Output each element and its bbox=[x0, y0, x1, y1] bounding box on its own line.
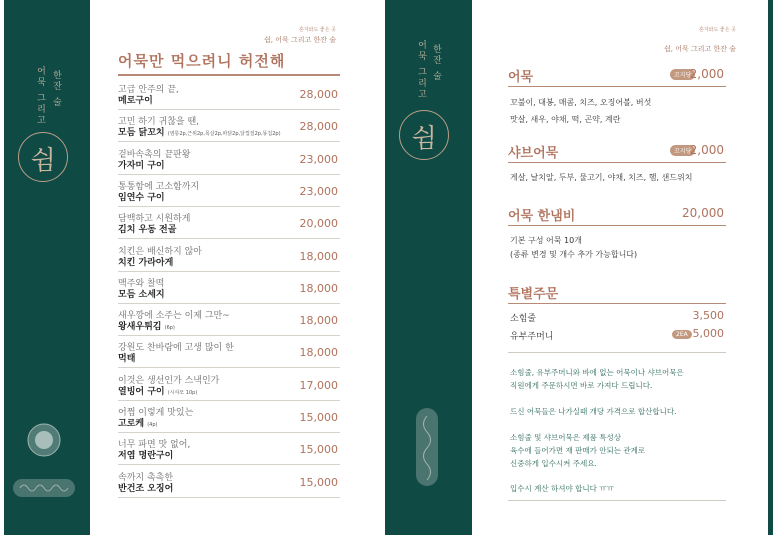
menu-item-name-text: 메로구이 bbox=[118, 96, 153, 106]
special-item-name: 소힘줄 bbox=[510, 314, 537, 324]
header-subtitle-right: 쉼, 어묵 그리고 한잔 술 bbox=[664, 45, 736, 53]
menu-item-desc: 너무 파면 맛 없어, bbox=[118, 440, 191, 451]
note-line: 드신 어묵들은 나가실때 개당 가격으로 합산합니다. bbox=[510, 407, 677, 416]
menu-item-name-text: 모듬 소세지 bbox=[118, 289, 165, 300]
menu-item-price: 18,000 bbox=[299, 281, 338, 295]
menu-item-note: (6p) bbox=[164, 325, 175, 332]
menu-item-price: 15,000 bbox=[299, 411, 338, 424]
deco-pill-icon bbox=[414, 406, 440, 488]
menu-item bbox=[118, 336, 340, 368]
menu-item-price: 23,000 bbox=[299, 184, 338, 198]
menu-item bbox=[118, 433, 340, 465]
menu-item-name-text: 고로케 bbox=[118, 419, 145, 429]
section-special-title: 특별주문 bbox=[508, 287, 559, 302]
brand-vertical-left: 어묵 그리고 bbox=[35, 66, 45, 126]
note-line: 신중하게 입수시켜 주세요. bbox=[510, 459, 597, 468]
menu-item-name bbox=[118, 287, 165, 300]
menu-item-desc: 새우깡에 소주는 이제 그만~ bbox=[118, 311, 230, 322]
deco-circle-icon bbox=[24, 420, 64, 462]
menu-item-desc: 겉바속촉의 끝판왕 bbox=[118, 149, 191, 160]
section-eomuk-rule bbox=[508, 86, 726, 87]
menu-item-name bbox=[118, 448, 173, 461]
menu-item-name bbox=[118, 93, 153, 106]
menu-item-name bbox=[118, 351, 135, 364]
section-pot-rule bbox=[508, 225, 726, 226]
brand-vertical-right: 한잔 술 bbox=[51, 70, 61, 108]
section-shabu-title: 샤브어묵 bbox=[508, 146, 559, 161]
title-rule bbox=[118, 74, 340, 76]
section-eomuk-title: 어묵 bbox=[508, 70, 534, 85]
menu-item-desc: 치킨은 배신하지 않아 bbox=[118, 246, 202, 257]
menu-item-name-text: 모듬 닭꼬치 bbox=[118, 128, 165, 139]
note-line: 육수에 들어가면 재 판매가 안되는 관계로 bbox=[510, 446, 646, 455]
section-shabu-rule bbox=[508, 162, 726, 163]
note-line: 소힘줄 및 샤브어묵은 제품 특성상 bbox=[510, 433, 621, 442]
menu-item-name bbox=[118, 319, 175, 332]
menu-item bbox=[118, 110, 340, 142]
menu-item-name bbox=[118, 158, 165, 171]
section-eomuk-line1: 꼬불이, 대봉, 매콤, 치즈, 오징어볼, 버섯 bbox=[510, 98, 652, 107]
menu-item-name-text: 치킨 가라아게 bbox=[118, 257, 174, 268]
menu-item-desc: 담백하고 시원하게 bbox=[118, 214, 191, 225]
header-subtitle: 쉼, 어묵 그리고 한잔 술 bbox=[264, 36, 336, 44]
section-pot-line2: (종류 변경 및 개수 추가 가능합니다) bbox=[510, 250, 638, 259]
menu-item-name bbox=[118, 416, 158, 429]
menu-item bbox=[118, 369, 340, 401]
menu-item-price: 28,000 bbox=[299, 120, 338, 134]
menu-item-name bbox=[118, 222, 176, 235]
menu-item-name bbox=[118, 255, 173, 268]
note-line: 직원에게 주문하시면 바로 가져다 드립니다. bbox=[510, 381, 653, 390]
logo-glyph: 쉼 bbox=[30, 146, 56, 176]
section-pot-price: 20,000 bbox=[682, 206, 724, 220]
page-title: 어묵만 먹으려니 허전해 bbox=[118, 52, 286, 70]
menu-item-name bbox=[118, 384, 197, 397]
section-eomuk-badge: 꼬지당 bbox=[670, 69, 695, 80]
section-shabu-price: 2,000 bbox=[689, 143, 724, 157]
menu-item-price: 15,000 bbox=[299, 475, 338, 489]
right-edge-band bbox=[768, 0, 773, 535]
menu-item-desc: 강원도 찬바람에 고생 많이 한 bbox=[118, 343, 234, 354]
menu-item-price: 23,000 bbox=[299, 152, 338, 166]
logo-glyph-right: 쉼 bbox=[411, 124, 437, 154]
menu-item-name bbox=[118, 190, 165, 203]
section-eomuk-price: 2,000 bbox=[689, 67, 724, 81]
menu-item-price: 15,000 bbox=[299, 443, 338, 457]
header-tagline: 혼자와도 좋은 곳 bbox=[299, 27, 336, 33]
brand-vertical-left-right: 어묵 그리고 bbox=[416, 40, 426, 100]
menu-item-desc: 이것은 생선인가 스낵인가 bbox=[118, 375, 220, 386]
menu-item bbox=[118, 240, 340, 272]
menu-item-name-text: 먹태 bbox=[118, 354, 136, 365]
notes-divider bbox=[508, 500, 726, 501]
menu-item-name-text: 저염 명란구이 bbox=[118, 451, 174, 462]
menu-item-price: 18,000 bbox=[299, 346, 338, 360]
menu-item bbox=[118, 143, 340, 175]
menu-item-note: (시샤모 10p) bbox=[167, 389, 198, 396]
right-page bbox=[472, 0, 768, 535]
menu-item-name-text: 열빙어 구이 bbox=[118, 386, 165, 397]
menu-item bbox=[118, 78, 340, 110]
section-shabu-badge: 꼬지당 bbox=[670, 145, 695, 156]
note-line: 소힘줄, 유부주머니와 바에 없는 어묵이나 샤브어묵은 bbox=[510, 368, 684, 377]
menu-item bbox=[118, 466, 340, 498]
menu-item-price: 20,000 bbox=[299, 217, 338, 231]
menu-item-note: (4p) bbox=[147, 422, 158, 428]
menu-item-name bbox=[118, 481, 173, 494]
section-eomuk-line2: 맛살, 새우, 야채, 떡, 곤약, 계란 bbox=[510, 115, 621, 124]
menu-item bbox=[118, 175, 340, 207]
special-item-price: 3,500 bbox=[692, 309, 724, 322]
note-line: 입수시 계산 하셔야 합니다 ㅠㅠ bbox=[510, 484, 614, 493]
section-pot-line1: 기본 구성 어묵 10개 bbox=[510, 236, 582, 245]
brand-vertical-right-right: 한잔 술 bbox=[431, 44, 441, 82]
menu-item-price: 17,000 bbox=[299, 378, 338, 392]
menu-item-desc: 속까지 촉촉한 bbox=[118, 472, 174, 483]
menu-item-desc: 고민 하기 귀찮을 땐, bbox=[118, 117, 199, 128]
menu-item-name-text: 임연수 구이 bbox=[118, 192, 165, 203]
menu-item-desc: 통통함에 고소함까지 bbox=[118, 181, 200, 192]
menu-item-price: 18,000 bbox=[299, 249, 338, 263]
menu-item-note: (염통2p,근위2p,목살2p,파닭2p,닭껍질2p,똥집2p) bbox=[167, 131, 281, 138]
menu-item bbox=[118, 401, 340, 433]
menu-item-price: 18,000 bbox=[299, 314, 338, 328]
header-tagline-right: 혼자와도 좋은 곳 bbox=[699, 27, 736, 33]
menu-item-name-text: 김치 우동 전골 bbox=[118, 225, 177, 236]
menu-item-name-text: 반건조 오징어 bbox=[118, 483, 174, 494]
special-divider bbox=[508, 352, 726, 353]
section-special-rule bbox=[508, 303, 726, 304]
special-item-price: 5,000 bbox=[692, 327, 724, 340]
menu-item-price: 28,000 bbox=[299, 88, 338, 101]
special-item-name: 유부주머니 bbox=[510, 332, 554, 342]
menu-item-desc: 어쩜 이렇게 맛있는 bbox=[118, 408, 194, 418]
menu-item bbox=[118, 207, 340, 239]
section-shabu-line1: 게살, 날치알, 두부, 물고기, 야채, 치즈, 햄, 샌드위치 bbox=[510, 173, 693, 182]
left-page bbox=[90, 0, 350, 535]
menu-item-desc: 맥주와 찰떡 bbox=[118, 278, 165, 289]
menu-item-desc: 고급 안주의 끝, bbox=[118, 85, 179, 95]
menu-item bbox=[118, 304, 340, 336]
menu-item-name-text: 가자미 구이 bbox=[118, 160, 165, 171]
menu-item-name bbox=[118, 125, 281, 138]
menu-item bbox=[118, 272, 340, 304]
menu-item-name-text: 왕새우튀김 bbox=[118, 322, 162, 333]
section-pot-title: 어묵 한냄비 bbox=[508, 209, 576, 224]
deco-wave-icon bbox=[12, 478, 76, 498]
special-item-badge: 2EA bbox=[672, 330, 692, 339]
